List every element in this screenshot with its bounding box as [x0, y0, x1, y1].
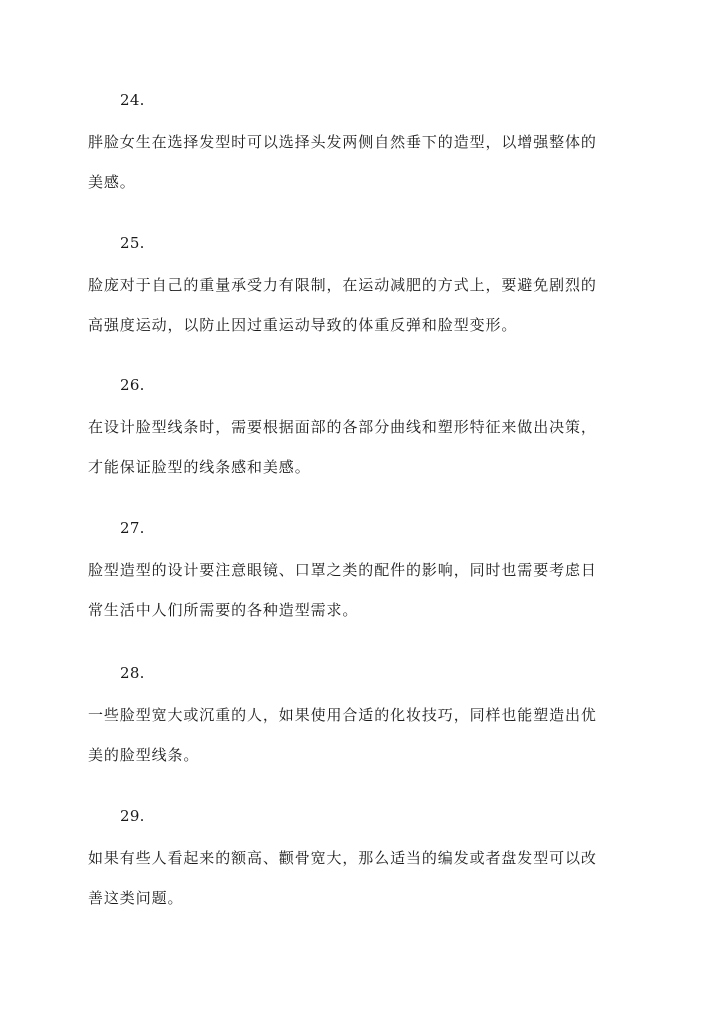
item-number: 25.: [120, 234, 145, 252]
item-number: 26.: [120, 376, 145, 394]
item-text-line: 脸庞对于自己的重量承受力有限制，在运动减肥的方式上，要避免剧烈的: [88, 276, 597, 294]
item-number: 29.: [120, 807, 145, 825]
item-text-line: 如果有些人看起来的额高、颧骨宽大，那么适当的编发或者盘发型可以改: [88, 849, 597, 867]
item-text-line: 胖脸女生在选择发型时可以选择头发两侧自然垂下的造型，以增强整体的: [88, 133, 597, 151]
item-text-line: 高强度运动，以防止因过重运动导致的体重反弹和脸型变形。: [88, 316, 518, 334]
item-number: 24.: [120, 91, 145, 109]
item-text-line: 一些脸型宽大或沉重的人，如果使用合适的化妆技巧，同样也能塑造出优: [88, 706, 597, 724]
item-number: 28.: [120, 664, 145, 682]
item-text-line: 常生活中人们所需要的各种造型需求。: [88, 601, 359, 619]
item-text-line: 在设计脸型线条时，需要根据面部的各部分曲线和塑形特征来做出决策，: [88, 418, 597, 436]
item-text-line: 美感。: [88, 173, 136, 191]
item-text-line: 善这类问题。: [88, 889, 184, 907]
item-text-line: 脸型造型的设计要注意眼镜、口罩之类的配件的影响，同时也需要考虑日: [88, 561, 597, 579]
item-text-line: 美的脸型线条。: [88, 746, 200, 764]
item-text-line: 才能保证脸型的线条感和美感。: [88, 458, 311, 476]
item-number: 27.: [120, 519, 145, 537]
